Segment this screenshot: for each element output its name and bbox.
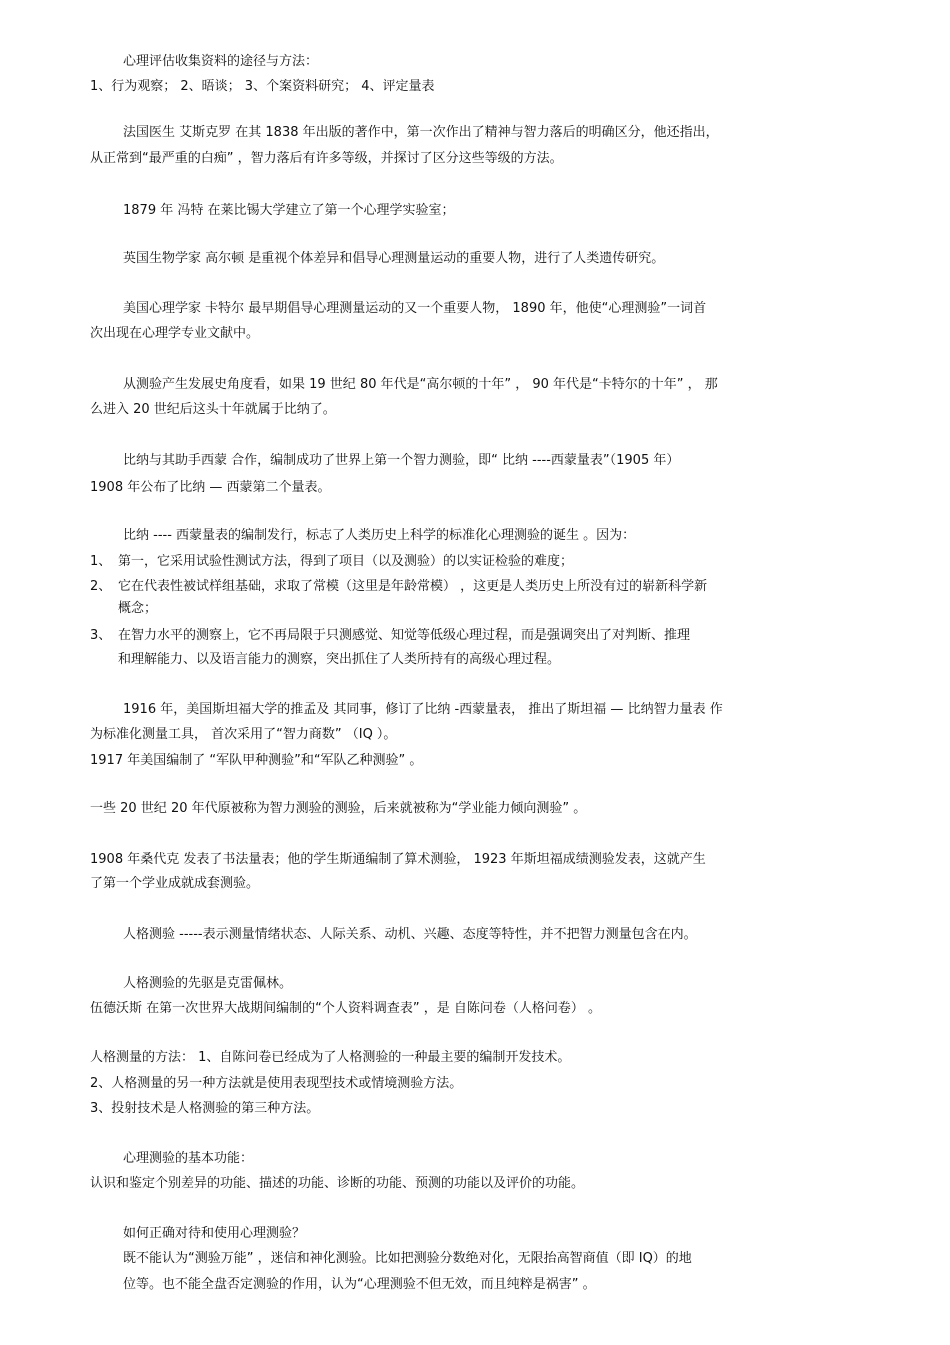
paragraph-terman-line-2: 为标准化测量工具， 首次采用了“智力商数” （IQ ）。 bbox=[90, 727, 397, 742]
paragraph-kraepelin: 人格测验的先驱是克雷佩林。 bbox=[123, 976, 293, 991]
paragraph-personality-methods-line-3: 3、投射技术是人格测验的第三种方法。 bbox=[90, 1101, 320, 1116]
paragraph-esquirol-line-1: 法国医生 艾斯克罗 在其 1838 年出版的著作中，第一次作出了精神与智力落后的明确区分，他还指出， bbox=[123, 125, 719, 140]
paragraph-personality-methods-line-1: 人格测量的方法： 1、自陈问卷已经成为了人格测验的一种最主要的编制开发技术。 bbox=[90, 1050, 571, 1065]
paragraph-proper-use-line-2: 位等。也不能全盘否定测验的作用，认为“心理测验不但无效，而且纯粹是祸害” 。 bbox=[123, 1277, 596, 1292]
paragraph-thorndike-line-1: 1908 年桑代克 发表了书法量表；他的学生斯通编制了算术测验， 1923 年斯坦福成绩测验发表，这就产生 bbox=[90, 852, 706, 867]
paragraph-binet-line-1: 比纳与其助手西蒙 合作，编制成功了世界上第一个智力测验，即“ 比纳 ----西蒙量表”（1905 年） bbox=[123, 453, 680, 468]
paragraph-army-tests: 1917 年美国编制了 “军队甲种测验”和“军队乙种测验” 。 bbox=[90, 753, 423, 768]
paragraph-galton: 英国生物学家 高尔顿 是重视个体差异和倡导心理测量运动的重要人物，进行了人类遗传研究。 bbox=[123, 251, 665, 266]
paragraph-binet-simon-significance: 比纳 ---- 西蒙量表的编制发行，标志了人类历史上科学的标准化心理测验的诞生 。因为： bbox=[123, 528, 636, 543]
method-list-line: 1、行为观察； 2、晤谈； 3、个案资料研究； 4、评定量表 bbox=[90, 79, 435, 94]
paragraph-personality-methods-line-2: 2、人格测量的另一种方法就是使用表现型技术或情境测验方法。 bbox=[90, 1076, 463, 1091]
list-item-number: 3、 bbox=[90, 628, 112, 643]
paragraph-cattell-line-2: 次出现在心理学专业文献中。 bbox=[90, 326, 260, 341]
paragraph-test-functions: 认识和鉴定个别差异的功能、描述的功能、诊断的功能、预测的功能以及评价的功能。 bbox=[90, 1176, 585, 1191]
list-item-text: 第一，它采用试验性测试方法，得到了项目（以及测验）的以实证检验的难度； bbox=[118, 554, 574, 569]
paragraph-wundt: 1879 年 冯特 在莱比锡大学建立了第一个心理学实验室； bbox=[123, 203, 455, 218]
section-heading-assessment-methods: 心理评估收集资料的途径与方法： bbox=[123, 54, 319, 69]
list-item-text-continued: 和理解能力、以及语言能力的测察，突出抓住了人类所持有的高级心理过程。 bbox=[118, 652, 561, 667]
list-item-text-continued: 概念； bbox=[118, 601, 158, 616]
paragraph-history-line-2: 么进入 20 世纪后这头十年就属于比纳了。 bbox=[90, 402, 336, 417]
section-heading-test-functions: 心理测验的基本功能： bbox=[123, 1151, 254, 1166]
paragraph-terman-line-1: 1916 年，美国斯坦福大学的推孟及 其同事，修订了比纳 -西蒙量表， 推出了斯坦福 — 比纳智力量表 作 bbox=[123, 702, 723, 717]
paragraph-woodworth: 伍德沃斯 在第一次世界大战期间编制的“个人资料调查表” ，是 自陈问卷（人格问卷） 。 bbox=[90, 1001, 601, 1016]
section-heading-proper-use: 如何正确对待和使用心理测验？ bbox=[123, 1226, 306, 1241]
paragraph-proper-use-line-1: 既不能认为“测验万能” ，迷信和神化测验。比如把测验分数绝对化，无限抬高智商值（即 IQ）的地 bbox=[123, 1251, 692, 1266]
list-item-number: 2、 bbox=[90, 579, 112, 594]
list-item-text: 它在代表性被试样组基础，求取了常模（这里是年龄常模） ，这更是人类历史上所没有过的崭新科学新 bbox=[118, 579, 708, 594]
paragraph-esquirol-line-2: 从正常到“最严重的白痴” ，智力落后有许多等级，并探讨了区分这些等级的方法。 bbox=[90, 151, 563, 166]
paragraph-binet-line-2: 1908 年公布了比纳 — 西蒙第二个量表。 bbox=[90, 480, 331, 495]
paragraph-history-line-1: 从测验产生发展史角度看，如果 19 世纪 80 年代是“高尔顿的十年” ， 90 年代是“卡特尔的十年” ， 那 bbox=[123, 377, 718, 392]
list-item-number: 1、 bbox=[90, 554, 112, 569]
list-item-text: 在智力水平的测察上，它不再局限于只测感觉、知觉等低级心理过程，而是强调突出了对判断、推理 bbox=[118, 628, 691, 643]
paragraph-thorndike-line-2: 了第一个学业成就成套测验。 bbox=[90, 876, 260, 891]
paragraph-cattell-line-1: 美国心理学家 卡特尔 最早期倡导心理测量运动的又一个重要人物， 1890 年，他使“心理测验”一词首 bbox=[123, 301, 707, 316]
paragraph-personality-test-definition: 人格测验 -----表示测量情绪状态、人际关系、动机、兴趣、态度等特性，并不把智力测量包含在内。 bbox=[123, 927, 697, 942]
paragraph-aptitude-tests: 一些 20 世纪 20 年代原被称为智力测验的测验，后来就被称为“学业能力倾向测验” 。 bbox=[90, 801, 587, 816]
